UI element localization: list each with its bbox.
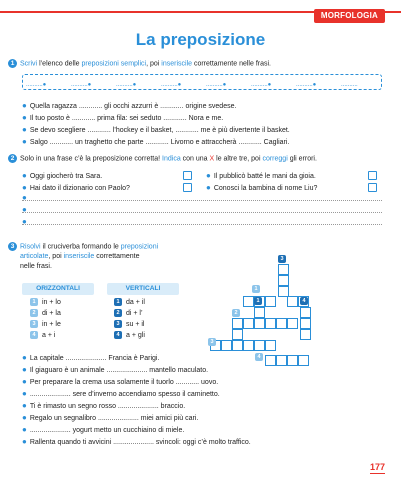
crossword-cell[interactable] [243, 318, 254, 329]
crossword-cell[interactable] [243, 340, 254, 351]
crossword-cell[interactable] [243, 296, 254, 307]
ex1-sentence[interactable]: ● Se devo scegliere ............ l’hockey e il basket, ............ me è più divertente il basket. [22, 125, 290, 134]
exercise-1-instructions: 1 Scrivi l’elenco delle preposizioni semplici, poi inseriscile correttamente nelle frasi. [8, 59, 271, 68]
crossword-cell[interactable] [298, 355, 309, 366]
ex1-sentence[interactable]: ● Il tuo posto è ............ prima fila: sei seduto ............ Nora e me. [22, 113, 224, 122]
bullet-icon: ● [22, 217, 27, 226]
crossword-number: 1 [254, 297, 262, 305]
crossword-cell[interactable] [265, 355, 276, 366]
clue-horizontal: 4 a + i [30, 331, 55, 341]
clue-horizontal: 3 in + le [30, 320, 61, 330]
crossword-number: 3 [208, 338, 216, 346]
ex1-sentence[interactable]: ● Salgo ............ un traghetto che parte ............ Livorno e attraccherà ............ Cagliari. [22, 137, 290, 146]
crossword-cell[interactable] [276, 318, 287, 329]
clue-vertical: 4 a + gli [114, 331, 145, 341]
verticali-header: VERTICALI [107, 283, 179, 295]
crossword-cell[interactable] [300, 318, 311, 329]
clue-horizontal: 1 in + lo [30, 298, 61, 308]
crossword-number: 4 [300, 297, 308, 305]
checkbox[interactable] [368, 183, 377, 192]
clue-vertical: 2 di + l’ [114, 309, 143, 319]
ex2-sentence: ● Oggi giocherò tra Sara. [22, 171, 103, 180]
ex3-sentence[interactable]: ● Il giaguaro è un animale ..................... mantello maculato. [22, 365, 209, 374]
crossword-number: 1 [252, 285, 260, 293]
crossword-cell[interactable] [265, 318, 276, 329]
exercise-3-instructions: 3 Risolvi il cruciverba formando le preposizioni articolate, poi inseriscile correttamente nelle frasi. [8, 242, 228, 272]
writing-line[interactable] [22, 224, 382, 225]
bullet-icon: ● [22, 193, 27, 202]
checkbox[interactable] [183, 171, 192, 180]
answer-box[interactable]: ..........● ..........● ..........● ..........● ..........● ..........● ..........● .......... [22, 74, 382, 90]
crossword-cell[interactable] [254, 307, 265, 318]
checkbox[interactable] [183, 183, 192, 192]
crossword-cell[interactable] [278, 264, 289, 275]
ex2-sentence: ● Conosci la bambina di nome Liu? [206, 183, 318, 192]
checkbox[interactable] [368, 171, 377, 180]
exercise-1-number: 1 [8, 59, 17, 68]
crossword-cell[interactable] [221, 340, 232, 351]
clue-horizontal: 2 di + la [30, 309, 61, 319]
crossword-cell[interactable] [300, 307, 311, 318]
clue-vertical: 3 su + il [114, 320, 144, 330]
exercise-2-number: 2 [8, 154, 17, 163]
page-title: La preposizione [135, 30, 266, 49]
ex3-sentence[interactable]: ● Regalo un segnalibro ..................... miei amici più cari. [22, 413, 199, 422]
crossword-cell[interactable] [232, 318, 243, 329]
ex3-sentence[interactable]: ● Rallenta quando ti avvicini ..................... svincoli: oggi c’è molto traffico. [22, 437, 251, 446]
writing-line[interactable] [22, 212, 382, 213]
crossword-cell[interactable] [287, 318, 298, 329]
exercise-3-number: 3 [8, 242, 17, 251]
ex3-sentence[interactable]: ● ..................... sere d’inverno accendiamo spesso il caminetto. [22, 389, 220, 398]
ex2-sentence: ● Hai dato il dizionario con Paolo? [22, 183, 130, 192]
page-number: 177 [369, 462, 385, 472]
crossword-cell[interactable] [265, 340, 276, 351]
crossword-cell[interactable] [232, 329, 243, 340]
crossword-number: 2 [232, 309, 240, 317]
ex3-sentence[interactable]: ● Ti è rimasto un segno rosso ..................... braccio. [22, 401, 186, 410]
crossword-cell[interactable] [254, 340, 265, 351]
section-tag: MORFOLOGIA [314, 9, 385, 23]
ex2-sentence: ● Il pubblicò batté le mani da gioia. [206, 171, 316, 180]
crossword-cell[interactable] [276, 355, 287, 366]
clue-vertical: 1 da + il [114, 298, 145, 308]
ex3-sentence[interactable]: ● La capitale ..................... Francia è Parigi. [22, 353, 160, 362]
crossword-cell[interactable] [300, 329, 311, 340]
crossword-cell[interactable] [287, 296, 298, 307]
ex3-sentence[interactable]: ● Per preparare la crema usa solamente il tuorlo ............ uovo. [22, 377, 219, 386]
writing-line[interactable] [22, 200, 382, 201]
crossword-cell[interactable] [232, 340, 243, 351]
bullet-icon: ● [22, 205, 27, 214]
crossword-cell[interactable] [265, 296, 276, 307]
ex3-sentence[interactable]: ● ..................... yogurt metto un cucchiaino di miele. [22, 425, 185, 434]
crossword-number: 4 [255, 353, 263, 361]
ex1-sentence[interactable]: ● Quella ragazza ............ gli occhi azzurri è ............ origine svedese. [22, 101, 237, 110]
crossword-cell[interactable] [278, 275, 289, 286]
crossword-number: 3 [278, 255, 286, 263]
orizzontali-header: ORIZZONTALI [22, 283, 94, 295]
crossword-cell[interactable] [254, 318, 265, 329]
exercise-2-instructions: 2 Solo in una frase c’è la preposizione corretta! Indica con una X le altre tre, poi correggi gli errori. [8, 154, 317, 163]
crossword-cell[interactable] [287, 355, 298, 366]
